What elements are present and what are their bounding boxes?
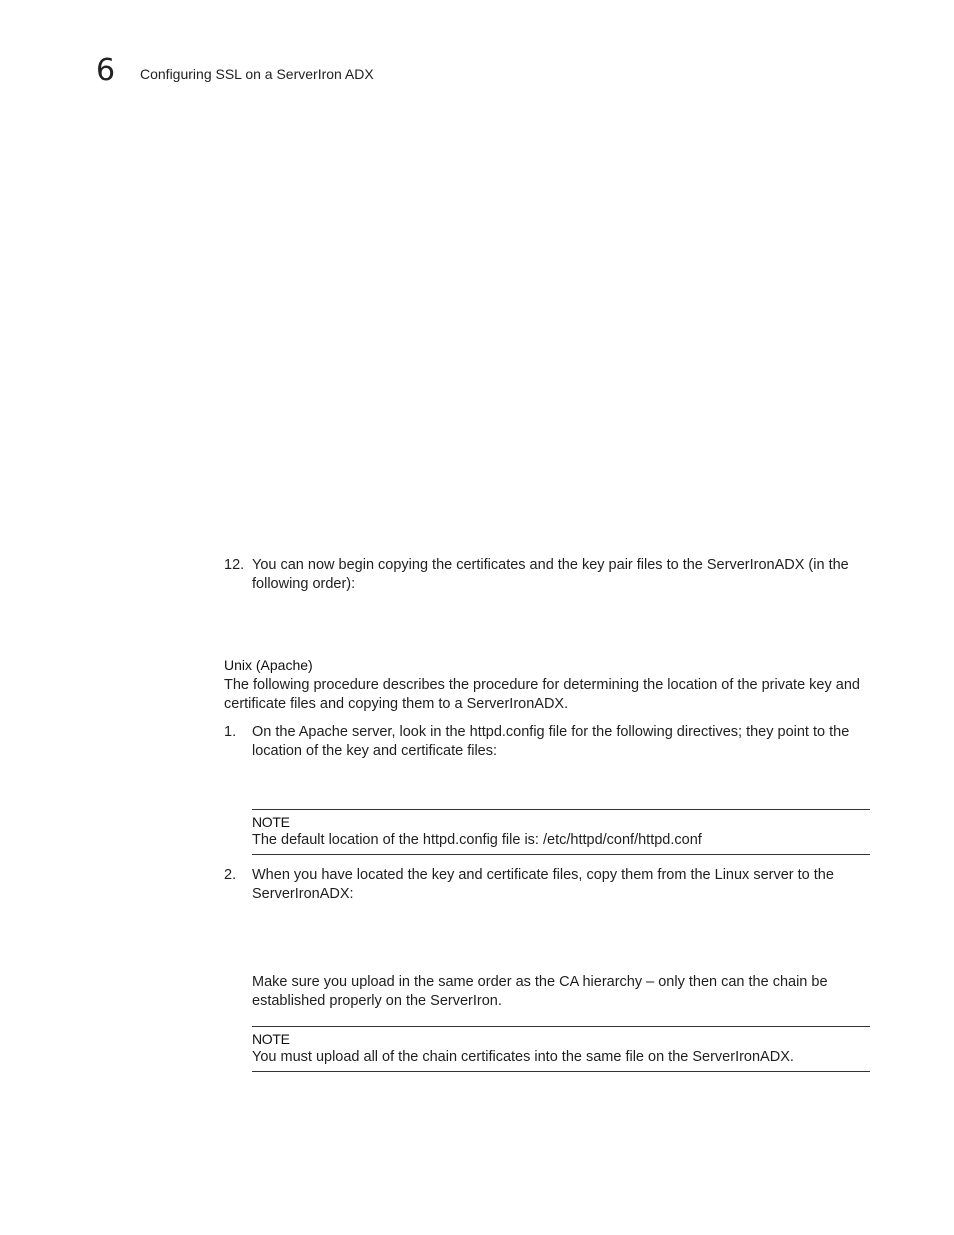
chapter-title: Configuring SSL on a ServerIron ADX: [140, 66, 374, 82]
step-12-number: 12.: [224, 557, 245, 573]
section-intro: The following procedure describes the procedure for determining the location of the private key and certificate files and copying them to a ServerIronADX.: [224, 677, 860, 712]
note-label: NOTE: [252, 1031, 290, 1047]
note-label: NOTE: [252, 814, 290, 830]
step-1-text: On the Apache server, look in the httpd.config file for the following directives; they point to the location of the key and certificate files:: [252, 724, 850, 759]
step-1-number: 1.: [224, 724, 237, 740]
step-2-number: 2.: [224, 867, 237, 883]
note-text: You must upload all of the chain certificates into the same file on the ServerIronADX.: [252, 1049, 794, 1065]
step-12: [224, 556, 870, 594]
upload-order-paragraph: Make sure you upload in the same order as the CA hierarchy – only then can the chain be established properly on the ServerIron.: [252, 974, 828, 1009]
section-heading: Unix (Apache): [224, 657, 313, 673]
step-2: [224, 866, 870, 904]
step-1: [224, 723, 870, 761]
note-default-location: [252, 809, 870, 855]
note-text: The default location of the httpd.config file is: /etc/httpd/conf/httpd.conf: [252, 832, 702, 848]
chapter-number: 6: [96, 53, 116, 88]
note-chain-certificates: [252, 1026, 870, 1072]
step-12-text: You can now begin copying the certificates and the key pair files to the ServerIronADX (in the following order):: [252, 557, 849, 592]
step-2-text: When you have located the key and certificate files, copy them from the Linux server to the ServerIronADX:: [252, 867, 834, 902]
